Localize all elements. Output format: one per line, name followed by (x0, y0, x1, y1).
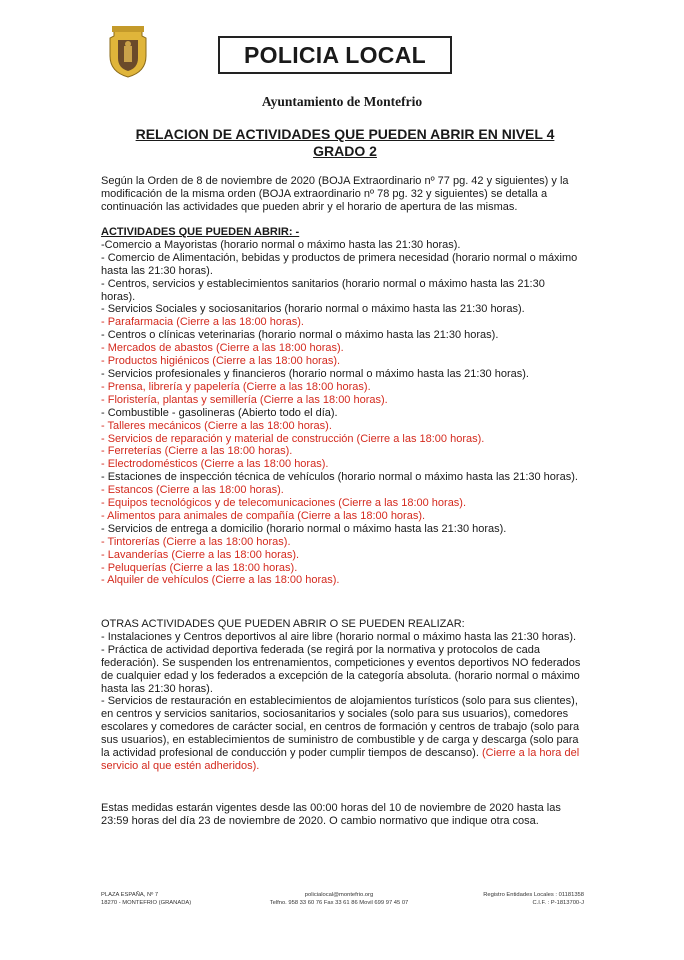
activity-item: - Servicios de reparación y material de construcción (Cierre a las 18:00 horas). (101, 432, 485, 445)
validity-paragraph: Estas medidas estarán vigentes desde las 00:00 horas del 10 de noviembre de 2020 hasta las 23:59 horas del día 23 de noviembre de 2020. O cambio normativo que indique otra cosa. (101, 802, 561, 828)
activity-item: -Comercio a Mayoristas (horario normal o máximo hasta las 21:30 horas). (101, 238, 461, 251)
document-heading (90, 126, 600, 160)
activity-item: - Alquiler de vehículos (Cierre a las 18:00 horas). (101, 574, 340, 587)
activity-item: - Electrodomésticos (Cierre a las 18:00 horas). (101, 458, 329, 471)
footer-email[interactable]: policialocal@montefrio.org (304, 892, 374, 898)
footer-cif: C.I.F. : P-1813700-J (532, 899, 584, 906)
activity-item: - Comercio de Alimentación, bebidas y productos de primera necesidad (horario normal o máximo hasta las 21:30 horas). (101, 251, 578, 277)
activity-item: - Productos higiénicos (Cierre a las 18:00 horas). (101, 355, 341, 368)
activity-item: - Lavanderías (Cierre a las 18:00 horas). (101, 548, 300, 561)
intro-paragraph: Según la Orden de 8 de noviembre de 2020 (BOJA Extraordinario nº 77 pg. 42 y siguientes) y la modificación de la misma orden (BOJA extraordinario nº 78 pg. 32 y siguientes) se detalla a continuación las actividades que pueden abrir y el horario de apertura de las mismas. (101, 175, 569, 214)
footer-registry-number: Registro Entidades Locales : 01181358 (483, 892, 584, 898)
page-title: POLICIA LOCAL (218, 36, 452, 74)
activity-item: - Talleres mecánicos (Cierre a las 18:00 horas). (101, 419, 332, 432)
activity-item: - Ferreterías (Cierre a las 18:00 horas). (101, 445, 293, 458)
other-activities-title: OTRAS ACTIVIDADES QUE PUEDEN ABRIR O SE PUEDEN REALIZAR: (101, 618, 465, 630)
other-activity-1: - Instalaciones y Centros deportivos al aire libre (horario normal o máximo hasta las 21:30 horas). (101, 630, 577, 643)
activity-item: - Equipos tecnológicos y de telecomunicaciones (Cierre a las 18:00 horas). (101, 497, 467, 510)
activity-item: - Prensa, librería y papelería (Cierre a las 18:00 horas). (101, 380, 371, 393)
activity-item: - Centros o clínicas veterinarias (horario normal o máximo hasta las 21:30 horas). (101, 329, 499, 342)
activity-item: - Floristería, plantas y semillería (Cierre a las 18:00 horas). (101, 393, 388, 406)
activities-list (101, 239, 581, 587)
activity-item: - Estancos (Cierre a las 18:00 horas). (101, 484, 284, 497)
activity-item: - Servicios Sociales y sociosanitarios (horario normal o máximo hasta las 21:30 horas). (101, 303, 525, 316)
activity-item: - Mercados de abastos (Cierre a las 18:00 horas). (101, 342, 344, 355)
activity-item: - Peluquerías (Cierre a las 18:00 horas). (101, 561, 298, 574)
other-activities-section (101, 618, 585, 773)
activity-item: - Estaciones de inspección técnica de vehículos (horario normal o máximo hasta las 21:30 horas). (101, 471, 578, 484)
other-activity-3-text: - Servicios de restauración en establecimientos de alojamientos turísticos (solo para sus clientes), en centros y servicios sanitarios, sociosanitarios y sociales (solo para sus usuarios), comedores escolares y comedores de carácter social, en centros de formación y centros de trabajo (solo para sus usuarios), en establecimientos de suministro de combustible y de carga y descarga (solo para la actividad profesional de conducción y poder cumplir tiempos de descanso). (101, 695, 580, 760)
activity-item: - Combustible - gasolineras (Abierto todo el día). (101, 406, 338, 419)
municipality-name: Ayuntamiento de Montefrio (261, 94, 423, 109)
activities-title: ACTIVIDADES QUE PUEDEN ABRIR: - (101, 226, 300, 238)
activity-item: - Tintorerías (Cierre a las 18:00 horas). (101, 535, 291, 548)
footer-contact (244, 892, 434, 907)
heading-line-1: RELACION DE ACTIVIDADES QUE PUEDEN ABRIR EN NIVEL 4 (135, 126, 555, 142)
activity-item: - Servicios de entrega a domicilio (horario normal o máximo hasta las 21:30 horas). (101, 522, 507, 535)
other-activity-3-note: (Cierre a la hora del servicio al que estén adheridos). (101, 747, 580, 772)
heading-line-2: GRADO 2 (313, 143, 377, 159)
activities-section (101, 226, 581, 587)
activity-item: - Centros, servicios y establecimientos sanitarios (horario normal o máximo hasta las 21:30 horas). (101, 277, 545, 303)
footer-address (101, 892, 191, 907)
footer-address-line-1: PLAZA ESPAÑA, Nº 7 (101, 892, 159, 898)
footer-phones: Telfno. 958 33 60 76 Fax 33 61 86 Movil 699 97 45 07 (269, 899, 409, 906)
footer-registry (454, 892, 584, 907)
municipal-crest-icon (108, 26, 148, 78)
activity-item: - Alimentos para animales de compañía (Cierre a las 18:00 horas). (101, 509, 426, 522)
activity-item: - Servicios profesionales y financieros (horario normal o máximo hasta las 21:30 horas). (101, 367, 529, 380)
footer-address-line-2: 18270 - MONTEFRIO (GRANADA) (101, 899, 192, 906)
other-activity-2: - Práctica de actividad deportiva federada (se regirá por la normativa y protocolos de cada federación). Se suspenden los entrenamientos, competiciones y eventos deportivos NO federados de cualquier edad y los federados a excepción de la categoría absoluta. (horario normal o máximo hasta las 21:30 horas). (101, 643, 581, 695)
activity-item: - Parafarmacia (Cierre a las 18:00 horas). (101, 316, 304, 329)
other-activity-3 (101, 695, 585, 772)
